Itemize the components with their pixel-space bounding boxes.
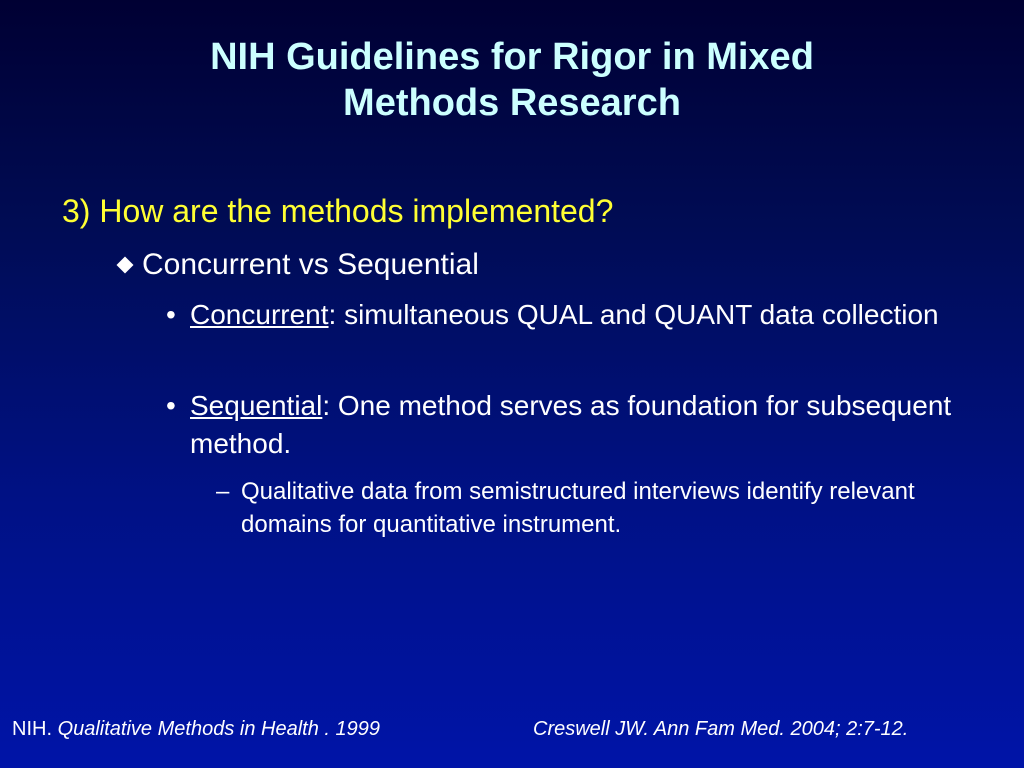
slide-title bbox=[100, 34, 924, 126]
sub-point-label: Concurrent vs Sequential bbox=[142, 248, 479, 281]
diamond-bullet-icon bbox=[116, 250, 136, 280]
bullet-dot-icon: • bbox=[166, 390, 176, 421]
bullet-sequential bbox=[166, 387, 976, 463]
sub-bullet-qualitative-text: Qualitative data from semistructured interviews identify relevant domains for quantitative instrument. bbox=[241, 478, 915, 538]
term-concurrent: Concurrent bbox=[190, 299, 329, 330]
footer-citation-nih bbox=[12, 716, 380, 742]
footer-nih-prefix: NIH. bbox=[12, 718, 58, 740]
bullet-dot-icon: • bbox=[166, 299, 176, 330]
term-sequential: Sequential bbox=[190, 390, 323, 421]
bullet-sequential-text bbox=[190, 387, 976, 463]
slide-title-line-1: NIH Guidelines for Rigor in Mixed bbox=[210, 36, 814, 78]
footer-nih-title: Qualitative Methods in Health . 1999 bbox=[57, 718, 380, 740]
main-point: 3) How are the methods implemented? bbox=[62, 193, 614, 229]
definition-concurrent: : simultaneous QUAL and QUANT data collection bbox=[328, 299, 939, 330]
bullet-concurrent-text bbox=[190, 296, 976, 334]
dash-bullet-icon: – bbox=[216, 478, 230, 505]
footer-citation-creswell: Creswell JW. Ann Fam Med. 2004; 2:7-12. bbox=[533, 718, 909, 740]
sub-point bbox=[116, 247, 479, 283]
slide-title-line-2: Methods Research bbox=[343, 82, 681, 124]
sub-bullet-qualitative bbox=[216, 475, 956, 541]
bullet-concurrent bbox=[166, 296, 976, 334]
definition-sequential: : One method serves as foundation for subsequent method. bbox=[190, 390, 952, 459]
